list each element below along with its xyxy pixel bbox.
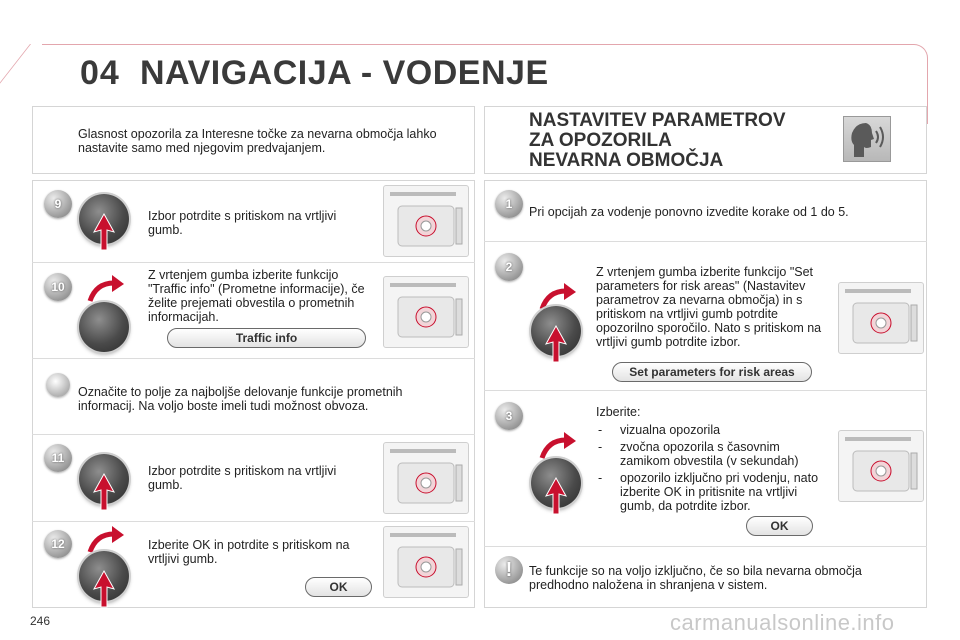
- chapter-number: 04: [80, 54, 120, 92]
- rotary-knob-icon: [79, 194, 129, 244]
- tip-text: Označite to polje za najboljše delovanje funkcije prometnih informacij. Na voljo boste imeli tudi možnost obvoza.: [78, 385, 403, 413]
- set-parameters-button[interactable]: Set parameters for risk areas: [612, 362, 812, 382]
- step-3-text: Izberite:: [596, 405, 641, 419]
- rotary-knob-icon: [79, 302, 129, 352]
- divider: [32, 434, 475, 435]
- page-title: NAVIGACIJA - VODENJE: [140, 54, 549, 92]
- step-12-text: Izberite OK in potrdite s pritiskom na vrtljivi gumb.: [148, 538, 350, 566]
- control-panel-diagram: [383, 442, 469, 514]
- control-panel-diagram: [838, 430, 924, 502]
- speaking-head-icon: [843, 116, 891, 162]
- right-steps-panel: [484, 180, 927, 608]
- ok-button[interactable]: OK: [746, 516, 813, 536]
- step-1-text: Pri opcijah za vodenje ponovno izvedite korake od 1 do 5.: [529, 205, 849, 219]
- curved-arrow-icon: [86, 275, 126, 305]
- divider: [484, 241, 927, 242]
- list-dash: -: [598, 423, 603, 437]
- divider: [32, 521, 475, 522]
- control-panel-diagram: [838, 282, 924, 354]
- step-badge-3: 3: [495, 402, 523, 430]
- divider: [32, 262, 475, 263]
- watermark: carmanualsonline.info: [670, 610, 895, 635]
- control-panel-diagram: [383, 526, 469, 598]
- rotary-knob-icon: [531, 458, 581, 508]
- step-badge-1: 1: [495, 190, 523, 218]
- step-badge-12: 12: [44, 530, 72, 558]
- step-10-text: Z vrtenjem gumba izberite funkcijo "Traffic info" (Prometne informacije), če želite prejemati obvestila o prometnih informacijah.: [148, 268, 365, 324]
- ok-button[interactable]: OK: [305, 577, 372, 597]
- step-2-text: Z vrtenjem gumba izberite funkcijo "Set parameters for risk areas" (Nastavitev parametrov za nevarna območja) in s pritiskom na vrtljivi gumb potrdite opozorilno sporočilo. Nato s pritiskom na vrtljivi gumb potrdite izbor.: [596, 265, 822, 349]
- page-number: 246: [30, 614, 51, 628]
- step-badge-10: 10: [44, 273, 72, 301]
- section-heading-line: NASTAVITEV PARAMETROV: [529, 110, 786, 131]
- step-badge-11: 11: [44, 444, 72, 472]
- list-dash: -: [598, 471, 603, 485]
- control-panel-diagram: [383, 185, 469, 257]
- divider: [484, 390, 927, 391]
- rotary-knob-icon: [79, 551, 129, 601]
- step-badge-9: 9: [44, 190, 72, 218]
- rotary-knob-icon: [79, 454, 129, 504]
- section-heading-line: NEVARNA OBMOČJA: [529, 150, 724, 171]
- divider: [32, 358, 475, 359]
- list-item: vizualna opozorila: [620, 423, 721, 437]
- control-panel-diagram: [383, 276, 469, 348]
- left-intro-text: Glasnost opozorila za Interesne točke za nevarna območja lahko nastavite samo med njegovim predvajanjem.: [78, 127, 437, 155]
- step-9-text: Izbor potrdite s pritiskom na vrtljivi gumb.: [148, 209, 337, 237]
- list-item: opozorilo izključno pri vodenju, nato izberite OK in pritisnite na vrtljivi gumb, da potrdite izbor.: [620, 471, 819, 513]
- traffic-info-button[interactable]: Traffic info: [167, 328, 366, 348]
- section-heading: [529, 111, 786, 171]
- step-11-text: Izbor potrdite s pritiskom na vrtljivi gumb.: [148, 464, 337, 492]
- sun-bulb-icon: [46, 373, 70, 397]
- warning-icon: !: [495, 556, 523, 584]
- list-dash: -: [598, 440, 603, 454]
- section-heading-line: ZA OPOZORILA: [529, 130, 672, 151]
- list-item: zvočna opozorila s časovnim zamikom obvestila (v sekundah): [620, 440, 799, 468]
- warning-text: Te funkcije so na voljo izključno, če so bila nevarna območja predhodno naložena in shranjena v sistem.: [529, 564, 862, 592]
- step-badge-2: 2: [495, 253, 523, 281]
- rotary-knob-icon: [531, 306, 581, 356]
- divider: [484, 546, 927, 547]
- options-list: [598, 423, 830, 513]
